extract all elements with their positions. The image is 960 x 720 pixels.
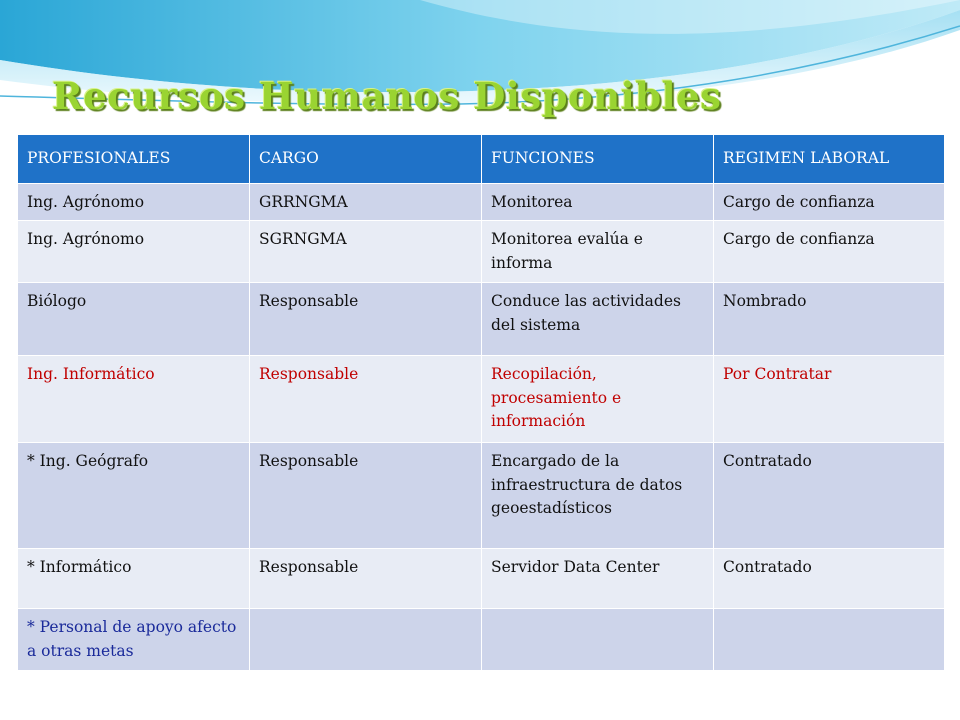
cell-cargo: Responsable [250, 283, 482, 356]
table-row [18, 443, 945, 549]
cell-cargo [250, 609, 482, 671]
cell-profesional: Ing. Informático [18, 356, 250, 443]
cell-funciones: Conduce las actividades del sistema [482, 283, 714, 356]
cell-profesional: Ing. Agrónomo [18, 184, 250, 221]
table-row [18, 609, 945, 671]
column-header-funciones: FUNCIONES [482, 135, 714, 184]
cell-cargo: SGRNGMA [250, 221, 482, 283]
cell-profesional-note: * Personal de apoyo afecto a otras metas [18, 609, 250, 671]
cell-cargo: Responsable [250, 356, 482, 443]
cell-regimen: Cargo de confianza [714, 184, 945, 221]
cell-cargo: Responsable [250, 443, 482, 549]
cell-cargo: Responsable [250, 549, 482, 609]
cell-regimen: Contratado [714, 443, 945, 549]
cell-profesional: * Informático [18, 549, 250, 609]
cell-regimen: Nombrado [714, 283, 945, 356]
cell-funciones [482, 609, 714, 671]
cell-funciones: Encargado de la infraestructura de datos geoestadísticos [482, 443, 714, 549]
cell-funciones: Servidor Data Center [482, 549, 714, 609]
cell-cargo: GRRNGMA [250, 184, 482, 221]
cell-regimen: Cargo de confianza [714, 221, 945, 283]
cell-regimen [714, 609, 945, 671]
cell-regimen: Por Contratar [714, 356, 945, 443]
cell-profesional: * Ing. Geógrafo [18, 443, 250, 549]
table-header-row [18, 135, 945, 184]
cell-funciones: Monitorea evalúa e informa [482, 221, 714, 283]
cell-profesional: Biólogo [18, 283, 250, 356]
cell-funciones: Monitorea [482, 184, 714, 221]
cell-funciones: Recopilación, procesamiento e información [482, 356, 714, 443]
table-row [18, 356, 945, 443]
cell-regimen: Contratado [714, 549, 945, 609]
table-row [18, 549, 945, 609]
column-header-cargo: CARGO [250, 135, 482, 184]
column-header-profesionales: PROFESIONALES [18, 135, 250, 184]
table-row [18, 283, 945, 356]
cell-profesional: Ing. Agrónomo [18, 221, 250, 283]
column-header-regimen-laboral: REGIMEN LABORAL [714, 135, 945, 184]
resources-table [17, 134, 945, 671]
table-row [18, 221, 945, 283]
page-title: Recursos Humanos Disponibles [52, 74, 722, 118]
table-row [18, 184, 945, 221]
